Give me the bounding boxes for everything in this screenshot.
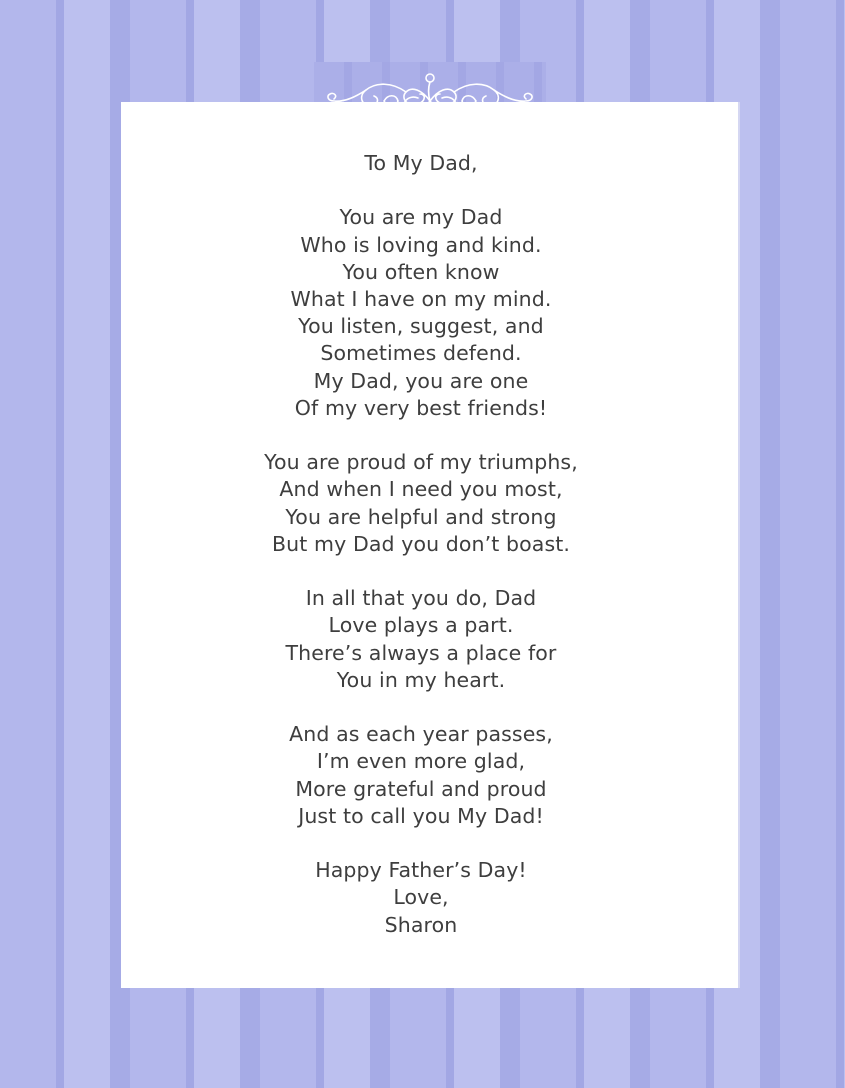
poem-line: Sometimes defend.	[320, 341, 522, 366]
closing-wish: Happy Father’s Day!	[315, 858, 527, 883]
poem-line: You are my Dad	[339, 205, 503, 230]
signature: Sharon	[384, 912, 458, 937]
poem-line: Of my very best friends!	[294, 395, 548, 420]
poem-body	[121, 150, 721, 939]
poem-line: You are proud of my triumphs,	[264, 450, 578, 475]
poem-line: You listen, suggest, and	[298, 314, 544, 339]
poem-line: Just to call you My Dad!	[298, 803, 544, 828]
stanza-2	[121, 449, 721, 558]
poem-line: In all that you do, Dad	[305, 586, 537, 611]
poem-line: You are helpful and strong	[285, 504, 557, 529]
poem-line: Love plays a part.	[328, 613, 514, 638]
poem-line: And when I need you most,	[279, 477, 563, 502]
poem-line: What I have on my mind.	[290, 287, 552, 311]
poem-line: More grateful and proud	[295, 776, 547, 801]
stanza-3	[121, 585, 721, 694]
poem-line: You often know	[342, 259, 500, 284]
stanza-4	[121, 721, 721, 830]
closing-signoff: Love,	[393, 885, 449, 910]
closing	[121, 857, 721, 939]
poem-line: My Dad, you are one	[313, 368, 529, 393]
poem-line: There’s always a place for	[285, 640, 557, 665]
poem-line: You in my heart.	[336, 667, 506, 692]
poem-line: I’m even more glad,	[316, 749, 526, 774]
poem-line: Who is loving and kind.	[300, 232, 542, 257]
poem-line: But my Dad you don’t boast.	[272, 531, 570, 556]
stanza-1	[121, 204, 721, 422]
greeting: To My Dad,	[364, 151, 478, 175]
poem-line: And as each year passes,	[289, 722, 553, 747]
